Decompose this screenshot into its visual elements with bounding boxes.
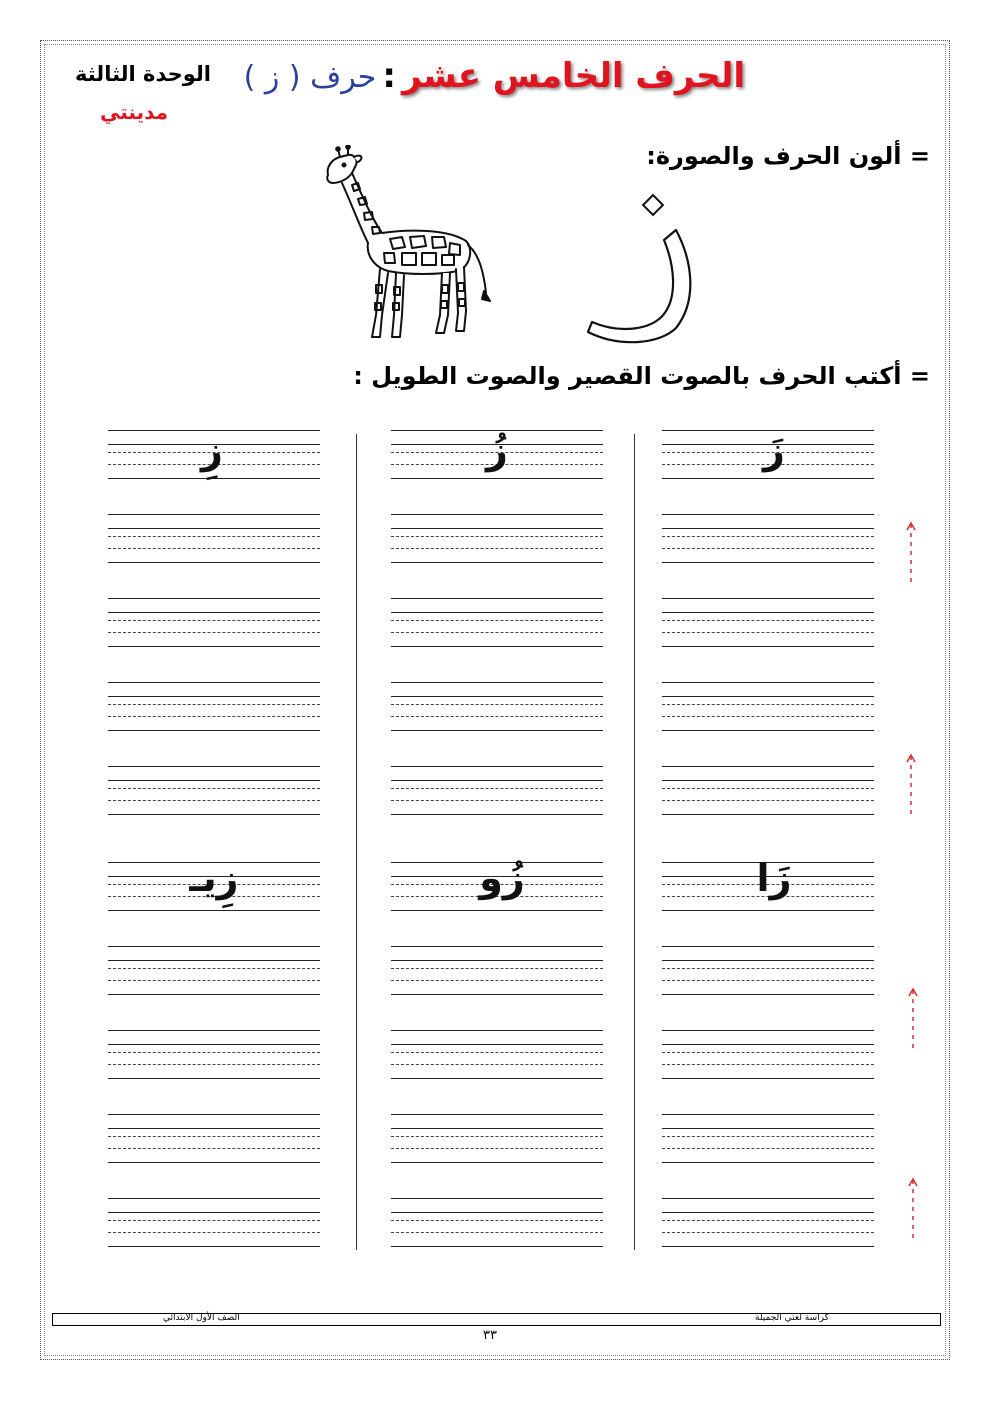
ruled-line — [662, 780, 874, 781]
ruled-line — [391, 910, 603, 911]
ruled-line — [391, 536, 603, 537]
ruled-line — [108, 910, 320, 911]
ruled-line — [662, 548, 874, 549]
ruled-line — [662, 1128, 874, 1129]
ruled-line — [108, 1148, 320, 1149]
ruled-line — [108, 814, 320, 815]
ruled-line — [391, 1148, 603, 1149]
ruled-line — [662, 960, 874, 961]
ruled-line — [391, 632, 603, 633]
ruled-line — [391, 1136, 603, 1137]
ruled-line — [108, 780, 320, 781]
ruled-line — [662, 910, 874, 911]
ruled-line — [662, 1148, 874, 1149]
handwriting-lines — [662, 682, 874, 730]
handwriting-lines — [391, 1198, 603, 1246]
ruled-line — [662, 1220, 874, 1221]
color-instruction: = ألون الحرف والصورة: — [646, 142, 930, 170]
handwriting-lines — [391, 598, 603, 646]
ruled-line — [108, 704, 320, 705]
ruled-line — [391, 1220, 603, 1221]
ruled-line — [108, 1078, 320, 1079]
ruled-line — [108, 1128, 320, 1129]
ruled-line — [391, 1162, 603, 1163]
ruled-line — [391, 766, 603, 767]
handwriting-lines — [391, 1030, 603, 1078]
ruled-line — [391, 1044, 603, 1045]
footer-book-name: كراسة لغتي الجميلة — [755, 1313, 829, 1323]
ruled-line — [108, 1220, 320, 1221]
handwriting-lines — [391, 514, 603, 562]
ruled-line — [391, 1064, 603, 1065]
ruled-line — [662, 994, 874, 995]
ruled-line — [108, 536, 320, 537]
ruled-line — [662, 682, 874, 683]
ruled-line — [662, 1030, 874, 1031]
handwriting-lines — [108, 682, 320, 730]
ruled-line — [108, 682, 320, 683]
ruled-line — [662, 968, 874, 969]
handwriting-lines — [391, 1114, 603, 1162]
ruled-line — [662, 514, 874, 515]
page-number: ٣٣ — [483, 1328, 497, 1343]
ruled-line — [108, 1232, 320, 1233]
ruled-line — [662, 1044, 874, 1045]
ruled-line — [391, 704, 603, 705]
ruled-line — [391, 1078, 603, 1079]
handwriting-lines — [108, 514, 320, 562]
ruled-line — [391, 528, 603, 529]
ruled-line — [662, 766, 874, 767]
ruled-line — [662, 1246, 874, 1247]
ruled-line — [391, 1052, 603, 1053]
ruled-line — [108, 716, 320, 717]
ruled-line — [662, 1064, 874, 1065]
unit-title: الوحدة الثالثة — [75, 62, 211, 86]
handwriting-lines — [662, 766, 874, 814]
ruled-line — [108, 1246, 320, 1247]
ruled-line — [108, 946, 320, 947]
ruled-line — [662, 1162, 874, 1163]
ruled-line — [662, 1136, 874, 1137]
ruled-line — [108, 1136, 320, 1137]
ruled-line — [391, 814, 603, 815]
ruled-line — [391, 682, 603, 683]
column-separator — [356, 434, 357, 1250]
ruled-line — [662, 1078, 874, 1079]
ruled-line — [108, 1162, 320, 1163]
ruled-line — [391, 548, 603, 549]
ruled-line — [391, 788, 603, 789]
ruled-line — [662, 536, 874, 537]
ruled-line — [662, 1212, 874, 1213]
model-short-fatha: زَ — [763, 428, 785, 472]
ruled-line — [662, 730, 874, 731]
ruled-line — [662, 632, 874, 633]
ruled-line — [391, 1114, 603, 1115]
ruled-line — [108, 548, 320, 549]
ruled-line — [662, 704, 874, 705]
ruled-line — [108, 730, 320, 731]
ruled-line — [108, 598, 320, 599]
ruled-line — [108, 1052, 320, 1053]
ruled-line — [108, 766, 320, 767]
ruled-line — [391, 730, 603, 731]
ruled-line — [391, 1232, 603, 1233]
ruled-line — [391, 980, 603, 981]
ruled-line — [391, 1128, 603, 1129]
ruled-line — [108, 1044, 320, 1045]
unit-subtitle: مدينتي — [100, 100, 169, 124]
footer-grade: الصف الأول الابتدائي — [163, 1313, 240, 1323]
lesson-title-colon: : — [382, 56, 396, 96]
model-long-alif: زَا — [756, 856, 792, 900]
ruled-line — [662, 1114, 874, 1115]
ruled-line — [662, 646, 874, 647]
ruled-line — [108, 788, 320, 789]
ruled-line — [391, 620, 603, 621]
handwriting-lines — [662, 598, 874, 646]
ruled-line — [391, 646, 603, 647]
handwriting-lines — [108, 946, 320, 994]
write-instruction: = أكتب الحرف بالصوت القصير والصوت الطويل : — [353, 362, 930, 390]
ruled-line — [391, 1212, 603, 1213]
stroke-direction-arrow-icon — [904, 752, 918, 816]
ruled-line — [662, 946, 874, 947]
ruled-line — [108, 514, 320, 515]
ruled-line — [391, 780, 603, 781]
ruled-line — [662, 598, 874, 599]
ruled-line — [108, 478, 320, 479]
ruled-line — [662, 478, 874, 479]
lesson-title-main: الحرف الخامس عشر — [401, 56, 745, 96]
handwriting-lines — [108, 1114, 320, 1162]
handwriting-lines — [108, 598, 320, 646]
ruled-line — [391, 1030, 603, 1031]
ruled-line — [662, 1052, 874, 1053]
ruled-line — [108, 980, 320, 981]
model-long-waw: زُو — [479, 856, 525, 900]
ruled-line — [391, 716, 603, 717]
ruled-line — [662, 800, 874, 801]
ruled-line — [662, 980, 874, 981]
ruled-line — [108, 1198, 320, 1199]
handwriting-lines — [662, 514, 874, 562]
ruled-line — [108, 612, 320, 613]
ruled-line — [391, 696, 603, 697]
stroke-direction-arrow-icon — [904, 520, 918, 584]
lesson-title-letter: حرف ( ز ) — [243, 60, 377, 95]
ruled-line — [662, 716, 874, 717]
ruled-line — [108, 562, 320, 563]
outline-letter-zay — [580, 190, 700, 350]
handwriting-lines — [391, 682, 603, 730]
ruled-line — [108, 1114, 320, 1115]
model-long-ya: زِيـ — [189, 856, 239, 900]
ruled-line — [391, 968, 603, 969]
ruled-line — [108, 800, 320, 801]
handwriting-lines — [391, 946, 603, 994]
handwriting-lines — [662, 946, 874, 994]
handwriting-lines — [108, 1198, 320, 1246]
ruled-line — [662, 814, 874, 815]
ruled-line — [108, 696, 320, 697]
ruled-line — [662, 788, 874, 789]
ruled-line — [391, 800, 603, 801]
model-short-damma: زُ — [486, 428, 508, 472]
handwriting-lines — [108, 1030, 320, 1078]
ruled-line — [108, 646, 320, 647]
handwriting-lines — [662, 1030, 874, 1078]
ruled-line — [391, 1198, 603, 1199]
ruled-line — [108, 968, 320, 969]
ruled-line — [391, 478, 603, 479]
ruled-line — [662, 612, 874, 613]
ruled-line — [391, 598, 603, 599]
ruled-line — [391, 960, 603, 961]
ruled-line — [391, 562, 603, 563]
ruled-line — [391, 994, 603, 995]
ruled-line — [662, 562, 874, 563]
ruled-line — [108, 1030, 320, 1031]
ruled-line — [108, 528, 320, 529]
ruled-line — [391, 612, 603, 613]
handwriting-lines — [662, 1198, 874, 1246]
column-separator — [634, 434, 635, 1250]
handwriting-lines — [391, 766, 603, 814]
ruled-line — [662, 696, 874, 697]
stroke-direction-arrow-icon — [906, 986, 920, 1050]
ruled-line — [391, 1246, 603, 1247]
ruled-line — [108, 1212, 320, 1213]
ruled-line — [662, 1198, 874, 1199]
model-short-kasra: زِ — [201, 428, 223, 472]
ruled-line — [108, 1064, 320, 1065]
ruled-line — [108, 994, 320, 995]
giraffe-image — [318, 145, 498, 345]
ruled-line — [662, 1232, 874, 1233]
ruled-line — [108, 960, 320, 961]
ruled-line — [662, 620, 874, 621]
ruled-line — [662, 528, 874, 529]
ruled-line — [108, 632, 320, 633]
handwriting-lines — [662, 1114, 874, 1162]
ruled-line — [391, 946, 603, 947]
ruled-line — [391, 514, 603, 515]
handwriting-lines — [108, 766, 320, 814]
stroke-direction-arrow-icon — [906, 1176, 920, 1240]
lesson-title — [243, 56, 745, 106]
ruled-line — [108, 620, 320, 621]
